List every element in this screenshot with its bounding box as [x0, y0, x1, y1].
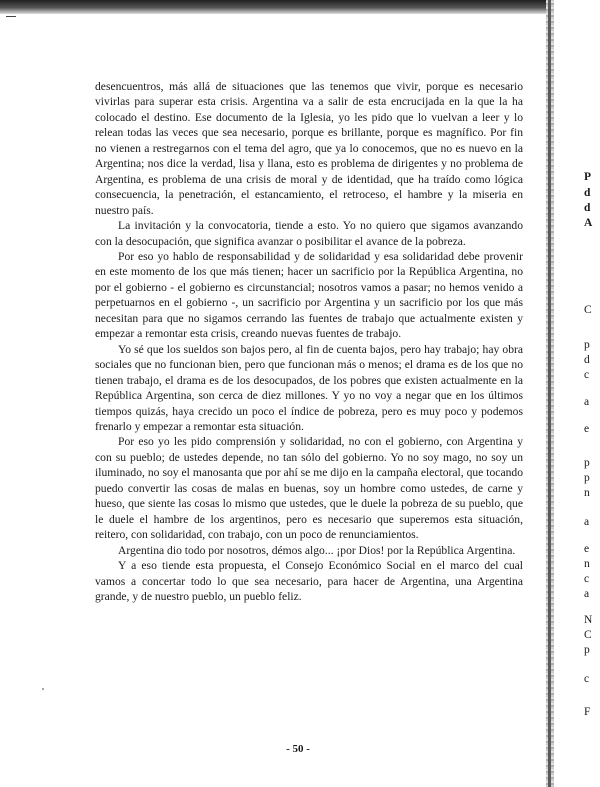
paragraph: Por eso yo hablo de responsabilidad y de solidaridad y esa solidaridad debe provenir en este momento de los que más tienen; hacer un sacrificio por la República Argentina, no por el gobierno - el gobierno es circunstancial; nosotros vamos a pasar; no hemos venido a perpetuarnos en el gobierno -, un sacrificio por Argentina y un sacrificio por los que más necesitan para que no sigamos cerrando las fuentes de trabajo que actualmente existen y empezar a remontar esta crisis, creando nuevas fuentes de trabajo.: [95, 249, 523, 341]
next-page-letter: d: [584, 187, 591, 199]
page-number: - 50 -: [286, 743, 310, 755]
body-text: [95, 79, 523, 604]
paragraph: Por eso yo les pido comprensión y solidaridad, no con el gobierno, con Argentina y con su pueblo; de ustedes depende, no tan sólo del gobierno. Yo no soy mago, no soy un iluminado, no soy el manosanta que por ahí se me dijo en la campaña electoral, que tocando puedo convertir las cosas de malas en buenas, soy un hombre como ustedes, de carne y hueso, que siente las cosas lo mismo que ustedes, que le duele la pobreza de su pueblo, que le duele el hambre de los argentinos, pero es necesario que superemos esta situación, reitero, con solidaridad, con trabajo, con un poco de renunciamientos.: [95, 435, 523, 542]
next-page-letter: A: [584, 217, 593, 229]
scan-mark: [6, 16, 16, 17]
next-page-letter: P: [584, 171, 592, 183]
next-page-letter: c: [584, 573, 590, 585]
next-page-letter: e: [584, 543, 590, 555]
next-page-letter: n: [584, 558, 590, 570]
next-page-letter: N: [584, 614, 593, 626]
next-page-letter: p: [584, 472, 590, 484]
next-page-letter: p: [584, 457, 590, 469]
paragraph: desencuentros, más allá de situaciones que las tenemos que vivir, porque es necesario vivirlas para superar esta crisis. Argentina va a salir de esta encrucijada en la que la ha colocado el destino. Ese documento de la Iglesia, yo les pido que lo vuelvan a leer y lo relean todas las veces que sea necesario, porque es brillante, porque es magnífico. Por fin no vienen a restregarnos con el tema del agro, que ya lo conocemos, que no es nuevo en la Argentina; nos dice la verdad, lisa y llana, esto es problema de dirigentes y no problema de Argentina, es problema de una crisis de moral y de identidad, que ha traído como lógica consecuencia, la penetración, el estancamiento, el retroceso, el hambre y la miseria en nuestro país.: [95, 80, 523, 217]
next-page-letter: d: [584, 202, 591, 214]
next-page-letter: F: [584, 706, 591, 718]
next-page-fragments: [581, 0, 600, 787]
scan-top-edge: [0, 0, 548, 14]
next-page-letter: e: [584, 423, 590, 435]
next-page-letter: a: [584, 396, 590, 408]
next-page-letter: a: [584, 588, 590, 600]
next-page-letter: a: [584, 516, 590, 528]
paragraph: Y a eso tiende esta propuesta, el Consejo Económico Social en el marco del cual vamos a concertar todo lo que sea necesario, para hacer de Argentina, una Argentina grande, y de nuestro pueblo, un pueblo feliz.: [95, 559, 523, 603]
next-page-letter: p: [584, 644, 590, 656]
paragraph: Argentina dio todo por nosotros, démos algo... ¡por Dios! por la República Argentina.: [118, 543, 516, 557]
paragraph: Yo sé que los sueldos son bajos pero, al fin de cuenta bajos, pero hay trabajo; hay obra sociales que no funcionan bien, pero que funcionan más o menos; el drama es de los que no tienen trabajo, el drama es de los desocupados, de los pobres que existen actualmente en la República Argentina, son cerca de diez millones. Y yo no voy a negar que en los últimos tiempos quizás, haya crecido un poco el índice de pobreza, pero es muy poco y podemos frenarlo y empezar a remontar esta situación.: [95, 342, 523, 433]
book-binding-shadow: [548, 0, 551, 787]
next-page-letter: C: [584, 629, 592, 641]
scan-speck: [42, 688, 44, 690]
paragraph: La invitación y la convocatoria, tiende a esto. Yo no quiero que sigamos avanzando con la desocupación, que significa avanzar o posibilitar el avance de la pobreza.: [95, 219, 523, 248]
next-page-letter: c: [584, 673, 590, 685]
next-page-letter: n: [584, 487, 590, 499]
next-page-letter: c: [584, 369, 590, 381]
next-page-letter: d: [584, 354, 590, 366]
next-page-letter: C: [584, 304, 592, 316]
next-page-letter: p: [584, 339, 590, 351]
